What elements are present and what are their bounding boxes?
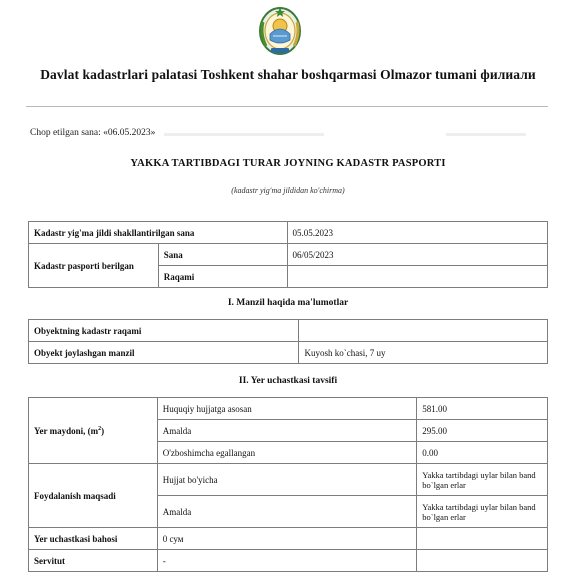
table-row [29,464,548,496]
area-legal-label: Huquqiy hujjatga asosan [157,398,416,420]
land-area-label: Yer maydoni, $(m^2)$ [29,398,158,464]
document-title: YAKKA TARTIBDAGI TURAR JOYNING KADASTR PASPORTI [130,158,446,169]
table-row [29,398,548,420]
redaction-mark [446,133,526,136]
servitude-value: - [157,550,416,572]
printed-date: Chop etilgan sana: «06.05.2023» [30,128,156,138]
issued-label: Kadastr pasporti berilgan [29,244,159,288]
area-legal-value: 581.00 [417,398,548,420]
formed-date-label: Kadastr yig'ma jildi shakllantirilgan sana [29,222,288,244]
address-value: Kuyosh ko`chasi, 7 uy [299,342,548,364]
section-1-title: I. Manzil haqida ma'lumotlar [227,298,349,308]
table-row [29,320,548,342]
area-seized-value: 0.00 [417,442,548,464]
issue-date-label: Sana [158,244,287,266]
formed-date-value: 05.05.2023 [287,222,547,244]
purpose-document-label: Hujjat bo'yicha [157,464,416,496]
purpose-actual-value: Yakka tartibdagi uylar bilan band bo`lgan erlar [417,496,548,528]
cadastre-number-value [299,320,548,342]
general-info-table [28,221,548,288]
redaction-mark [164,133,324,136]
table-row [29,342,548,364]
usage-purpose-label: Foydalanish maqsadi [29,464,158,528]
servitude-empty [417,550,548,572]
area-actual-value: 295.00 [417,420,548,442]
servitude-label: Servitut [29,550,158,572]
area-seized-label: O'zboshimcha egallangan [157,442,416,464]
passport-number-value [287,266,547,288]
table-row [29,244,548,266]
land-plot-table [28,397,548,572]
area-actual-label: Amalda [157,420,416,442]
land-value-empty [417,528,548,550]
document-subtitle: (kadastr yig'ma jildidan ko'chirma) [231,186,345,195]
table-row [29,550,548,572]
issue-date-value: 06/05/2023 [287,244,547,266]
address-table [28,319,548,364]
table-row [29,222,548,244]
address-label: Obyekt joylashgan manzil [29,342,299,364]
passport-number-label: Raqami [158,266,287,288]
table-row [29,528,548,550]
organization-title: Davlat kadastrlari palatasi Toshkent shahar boshqarmasi Olmazor tumani филиали [40,67,536,82]
purpose-actual-label: Amalda [157,496,416,528]
header-divider [26,106,548,107]
state-emblem-icon [258,4,302,56]
land-value-value: 0 сум [157,528,416,550]
purpose-document-value: Yakka tartibdagi uylar bilan band bo`lgan erlar [417,464,548,496]
land-value-label: Yer uchastkasi bahosi [29,528,158,550]
section-2-title: II. Yer uchastkasi tavsifi [238,376,338,386]
cadastre-number-label: Obyektning kadastr raqami [29,320,299,342]
